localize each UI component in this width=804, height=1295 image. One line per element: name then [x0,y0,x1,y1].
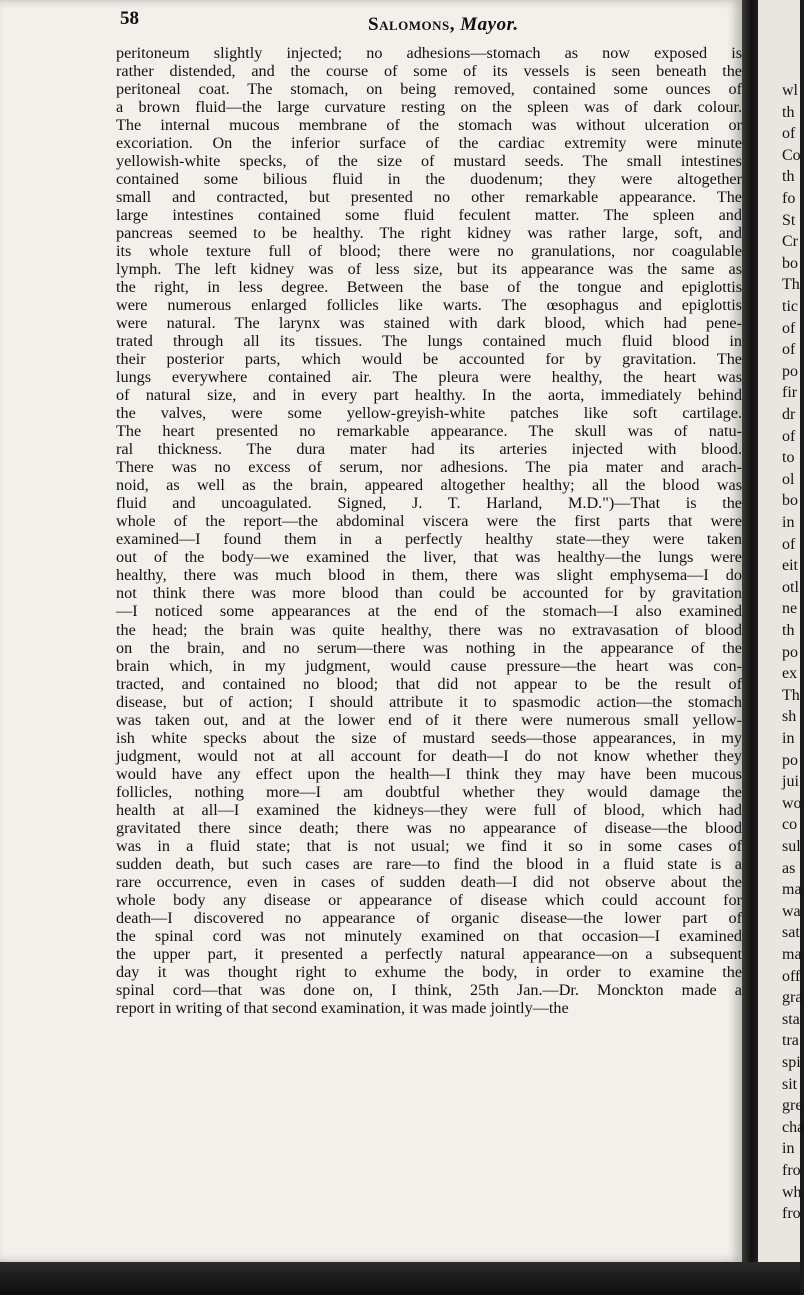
text-line: the upper part, it presented a perfectly natural appearance—on a subsequent [116,944,742,963]
facing-page-fragment: po [782,362,798,380]
text-line: contained some bilious fluid in the duodenum; they were altogether [116,170,742,189]
text-line: spinal cord—that was done on, I think, 25th Jan.—Dr. Monckton made a [116,980,742,999]
facing-page-fragment: gra [782,989,803,1007]
text-line: was taken out, and at the lower end of it there were numerous small yellow- [116,710,742,729]
facing-page-fragment: Th [782,686,800,704]
facing-page-fragment: of [782,125,796,143]
text-line: the head; the brain was quite healthy, there was no extravasation of blood [116,620,742,639]
text-line: would have any effect upon the health—I think they may have been mucous [116,764,742,783]
text-line: sudden death, but such cases are rare—to find the blood in a fluid state is a [116,854,742,873]
facing-page-fragment: th [782,622,795,639]
text-line: of natural size, and in every part healthy. In the aorta, immediately behind [116,386,742,405]
facing-page-fragment: Co [782,146,801,164]
facing-page-fragment: of [782,341,796,359]
text-line: the spinal cord was not minutely examined on that occasion—I examined [116,926,742,945]
facing-page-fragment: ma [782,881,802,899]
facing-page-fragment: sta [782,1010,800,1028]
facing-page-fragment: in [782,514,795,531]
facing-page-fragment: po [782,643,798,661]
text-line: rather distended, and the course of some of its vessels is seen beneath the [116,62,742,81]
facing-page-fragment: bo [782,492,798,510]
running-head-title: Mayor. [460,14,519,35]
text-line: yellowish-white specks, of the size of mustard seeds. The small intestines [116,152,742,171]
facing-page-fragment: wl [782,82,798,99]
text-line: The heart presented no remarkable appearance. The skull was of natu- [116,422,742,441]
text-line: whole of the report—the abdominal viscera were the first parts that were [116,512,742,531]
facing-page-fragment: Th [782,276,800,294]
facing-page-fragment: tic [782,298,798,315]
text-line: rare occurrence, even in cases of sudden death—I did not observe about the [116,872,742,891]
facing-page-fragment: ma [782,946,802,963]
text-line: day it was thought right to exhume the body, in order to examine the [116,962,742,981]
facing-page-fragment: wo [782,794,802,812]
facing-page-fragment: bo [782,254,798,272]
text-line: the right, in less degree. Between the base of the tongue and epiglottis [116,278,742,297]
facing-page-fragment: as [782,859,796,877]
text-line: large intestines contained some fluid feculent matter. The spleen and [116,206,742,225]
facing-page-fragment: to [782,449,795,467]
facing-page-fragment: in [782,1140,795,1158]
text-line: healthy, there was much blood in them, there was slight emphysema—I do [116,566,742,585]
text-line: excoriation. On the inferior surface of the cardiac extremity were minute [116,134,742,153]
text-line: health at all—I examined the kidneys—they were full of blood, which had [116,800,742,819]
text-line: death—I discovered no appearance of organic disease—the lower part of [116,908,742,927]
text-line: trated through all its tissues. The lungs contained much fluid blood in [116,332,742,351]
facing-page-fragment: St [782,211,796,229]
text-line: report in writing of that second examination, it was made jointly—the [116,998,569,1017]
facing-page-fragment: fo [782,190,796,207]
text-line: was in a fluid state; that is not usual; we find it so in some cases of [116,836,742,855]
text-line: There was no excess of serum, nor adhesions. The pia mater and arach- [116,458,742,477]
facing-page-fragment: fir [782,384,798,402]
text-line: lungs everywhere contained air. The pleura were healthy, the heart was [116,368,742,387]
facing-page-fragment: ol [782,470,795,488]
facing-page-fragment: ex [782,665,798,683]
text-line: gravitated there since death; there was no appearance of disease—the blood [116,818,742,837]
book-gutter [742,0,758,1262]
facing-page-fragment: in [782,730,795,747]
facing-page-fragment: of [782,535,796,553]
scan-bottom-edge [0,1262,800,1295]
text-line: peritoneal coat. The stomach, on being removed, contained some ounces of [116,80,742,99]
text-line: a brown fluid—the large curvature resting on the spleen was of dark colour. [116,98,742,117]
facing-page-fragment: wa [782,902,801,920]
page-number: 58 [120,8,139,29]
text-line: The internal mucous membrane of the stomach was without ulceration or [116,116,742,135]
facing-page-fragment: dr [782,406,796,423]
text-line: —I noticed some appearances at the end of the stomach—I also examined [116,602,742,621]
facing-page-fragment: gre [782,1097,803,1115]
running-head-name: Salomons, [368,14,455,35]
text-line: not think there was more blood than could be accounted for by gravitation [116,584,742,603]
text-line: ral thickness. The dura mater had its arteries injected with blood. [116,440,742,459]
facing-page-fragment: ne [782,600,798,618]
facing-page-fragment: off [782,967,801,985]
text-line: out of the body—we examined the liver, that was healthy—the lungs were [116,548,742,567]
text-line: examined—I found them in a perfectly healthy state—they were taken [116,530,742,549]
facing-page-fragment: jui [782,773,799,791]
facing-page-fragment: co [782,816,798,834]
text-line: their posterior parts, which would be accounted for by gravitation. The [116,350,742,369]
text-line: tracted, and contained no blood; that did not appear to be the result of [116,674,742,693]
facing-page-fragment: eit [782,557,798,575]
text-line: lymph. The left kidney was of less size, but its appearance was the same as [116,260,742,279]
text-line: were numerous enlarged follicles like warts. The œsophagus and epiglottis [116,296,742,315]
text-line: ish white specks about the size of mustard seeds—those appearances, in my [116,728,742,747]
text-line: were natural. The larynx was stained with dark blood, which had pene- [116,314,742,333]
text-line: brain which, in my judgment, would cause pressure—the heart was con- [116,656,742,675]
facing-page-fragment: sit [782,1075,798,1093]
text-line: disease, but of action; I should attribute it to spasmodic action—the stomach [116,692,742,711]
text-line: noid, as well as the brain, appeared altogether healthy; all the blood was [116,476,742,495]
text-line: small and contracted, but presented no other remarkable appearance. The [116,188,742,207]
facing-page-fragment: cha [782,1118,804,1136]
facing-page-fragment: spi [782,1054,801,1071]
text-line: whole body any disease or appearance of disease which could account for [116,890,742,909]
facing-page-fragment: sh [782,708,797,726]
facing-page-fragment: th [782,168,795,186]
facing-page-fragment: of [782,427,796,445]
facing-page-fragment: sat [782,924,800,942]
running-head [368,14,519,36]
facing-page-fragment: Cr [782,233,798,251]
facing-page-fragment: otl [782,578,799,596]
facing-page-fragment: wh [782,1183,802,1201]
text-line: its whole texture full of blood; there were no granulations, nor coagulable [116,242,742,261]
facing-page-fragment: of [782,319,796,337]
body-text [116,44,742,1017]
facing-page-fragment: sul [782,838,801,855]
text-line: follicles, nothing more—I am doubtful whether they would damage the [116,782,742,801]
facing-page-fragment: fro [782,1205,801,1223]
facing-page-fragment: fro [782,1162,801,1179]
text-line: on the brain, and no serum—there was nothing in the appearance of the [116,638,742,657]
facing-page-fragment: th [782,103,795,121]
text-line: pancreas seemed to be healthy. The right kidney was rather large, soft, and [116,224,742,243]
text-line: peritoneum slightly injected; no adhesions—stomach as now exposed is [116,44,742,62]
facing-page-fragment: po [782,751,798,769]
text-line: judgment, would not at all account for death—I do not know whether they [116,746,742,765]
text-line: the valves, were some yellow-greyish-white patches like soft cartilage. [116,404,742,423]
facing-page-fragment: tra [782,1032,799,1050]
facing-page-edge [758,0,804,1262]
text-line: fluid and uncoagulated. Signed, J. T. Harland, M.D.")—That is the [116,494,742,513]
